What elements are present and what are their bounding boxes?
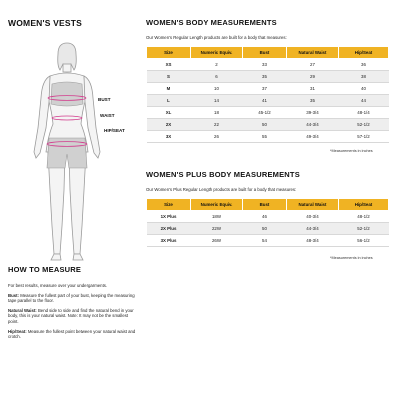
how-to-item-bust — [8, 293, 136, 304]
plus-intro: Our Women's Plus Regular Length products are built for a body that measures: — [146, 187, 297, 192]
how-to-measure-section — [8, 283, 136, 344]
table-cell: 36 — [339, 59, 389, 71]
how-to-term: Hip/Seat: — [8, 328, 27, 334]
size-cell: L — [147, 95, 191, 107]
table-cell: 46 — [243, 211, 287, 223]
how-to-item-waist — [8, 308, 136, 325]
table-row — [147, 107, 389, 119]
table-cell: 29 — [287, 71, 339, 83]
table-header-row — [147, 199, 389, 211]
how-to-measure-title: HOW TO MEASURE — [8, 265, 82, 274]
table-cell: 26W — [191, 235, 243, 247]
size-cell: M — [147, 83, 191, 95]
table-row — [147, 71, 389, 83]
table-cell: 54 — [243, 235, 287, 247]
body-measurement-figure — [12, 40, 122, 270]
bust-label: BUST — [98, 97, 111, 102]
table-row — [147, 211, 389, 223]
table-row — [147, 83, 389, 95]
size-cell: 3X — [147, 131, 191, 143]
column-header: Natural Waist — [287, 199, 339, 211]
table-cell: 26 — [191, 131, 243, 143]
regular-intro: Our Women's Regular Length products are built for a body that measures: — [146, 35, 287, 40]
table-cell: 45-1/2 — [243, 107, 287, 119]
table-row — [147, 59, 389, 71]
table-cell: 40 — [339, 83, 389, 95]
table-cell: 50 — [243, 223, 287, 235]
table-cell: 52-1/2 — [339, 223, 389, 235]
table-cell: 39-3/4 — [287, 107, 339, 119]
size-cell: XL — [147, 107, 191, 119]
column-header: Hip/Seat — [339, 199, 389, 211]
size-cell: 2X Plus — [147, 223, 191, 235]
table-cell: 50 — [243, 119, 287, 131]
page-title: WOMEN'S VESTS — [8, 18, 83, 28]
plus-measurements-title: WOMEN'S PLUS BODY MEASUREMENTS — [146, 170, 300, 179]
size-cell: S — [147, 71, 191, 83]
table-cell: 44-3/4 — [287, 119, 339, 131]
table-cell: 18W — [191, 211, 243, 223]
table-cell: 57-1/2 — [339, 131, 389, 143]
how-to-text: Measure the fullest point between your natural waist and crotch. — [8, 328, 136, 340]
size-cell: 3X Plus — [147, 235, 191, 247]
table-cell: 37 — [243, 83, 287, 95]
regular-measurements-title: WOMEN'S BODY MEASUREMENTS — [146, 18, 277, 27]
table-cell: 48-1/4 — [339, 107, 389, 119]
table-cell: 40-3/4 — [287, 211, 339, 223]
column-header: Size — [147, 199, 191, 211]
table-cell: 22W — [191, 223, 243, 235]
how-to-intro: For best results, measure over your undergarments. — [8, 283, 108, 288]
table-cell: 18 — [191, 107, 243, 119]
regular-measurement-note: *Measurements in inches — [330, 149, 373, 153]
table-row — [147, 95, 389, 107]
table-cell: 48-1/2 — [339, 211, 389, 223]
table-cell: 31 — [287, 83, 339, 95]
table-cell: 22 — [191, 119, 243, 131]
how-to-term: Natural Waist: — [8, 307, 37, 313]
how-to-text: Measure the fullest part of your bust, keeping the measuring tape parallel to the floor. — [8, 292, 135, 304]
column-header: Bust — [243, 47, 287, 59]
how-to-term: Bust: — [8, 292, 19, 298]
size-cell: XS — [147, 59, 191, 71]
table-cell: 27 — [287, 59, 339, 71]
table-cell: 52-1/2 — [339, 119, 389, 131]
column-header: Natural Waist — [287, 47, 339, 59]
plus-measurement-note: *Measurements in inches — [330, 256, 373, 260]
column-header: Size — [147, 47, 191, 59]
table-cell: 41 — [243, 95, 287, 107]
table-cell: 38 — [339, 71, 389, 83]
regular-size-table — [146, 46, 389, 143]
table-cell: 35 — [287, 95, 339, 107]
table-cell: 33 — [243, 59, 287, 71]
table-row — [147, 235, 389, 247]
table-cell: 56-1/2 — [339, 235, 389, 247]
column-header: Numeric Equiv. — [191, 47, 243, 59]
table-cell: 44-3/4 — [287, 223, 339, 235]
table-cell: 14 — [191, 95, 243, 107]
size-cell: 2X — [147, 119, 191, 131]
table-row — [147, 119, 389, 131]
table-cell: 48-3/4 — [287, 235, 339, 247]
plus-size-table — [146, 198, 389, 247]
hip-seat-label: HIP/SEAT — [104, 128, 125, 133]
table-cell: 10 — [191, 83, 243, 95]
table-cell: 55 — [243, 131, 287, 143]
column-header: Hip/Seat — [339, 47, 389, 59]
column-header: Numeric Equiv. — [191, 199, 243, 211]
table-header-row — [147, 47, 389, 59]
table-cell: 6 — [191, 71, 243, 83]
table-cell: 2 — [191, 59, 243, 71]
column-header: Bust — [243, 199, 287, 211]
table-cell: 44 — [339, 95, 389, 107]
how-to-item-hip — [8, 329, 136, 340]
table-cell: 35 — [243, 71, 287, 83]
how-to-text: Bend side to side and find the natural bend in your body, this is your natural waist. Note: It may not be the smallest point. — [8, 307, 134, 324]
table-cell: 49-3/4 — [287, 131, 339, 143]
table-row — [147, 223, 389, 235]
size-cell: 1X Plus — [147, 211, 191, 223]
table-row — [147, 131, 389, 143]
waist-label: WAIST — [100, 113, 115, 118]
